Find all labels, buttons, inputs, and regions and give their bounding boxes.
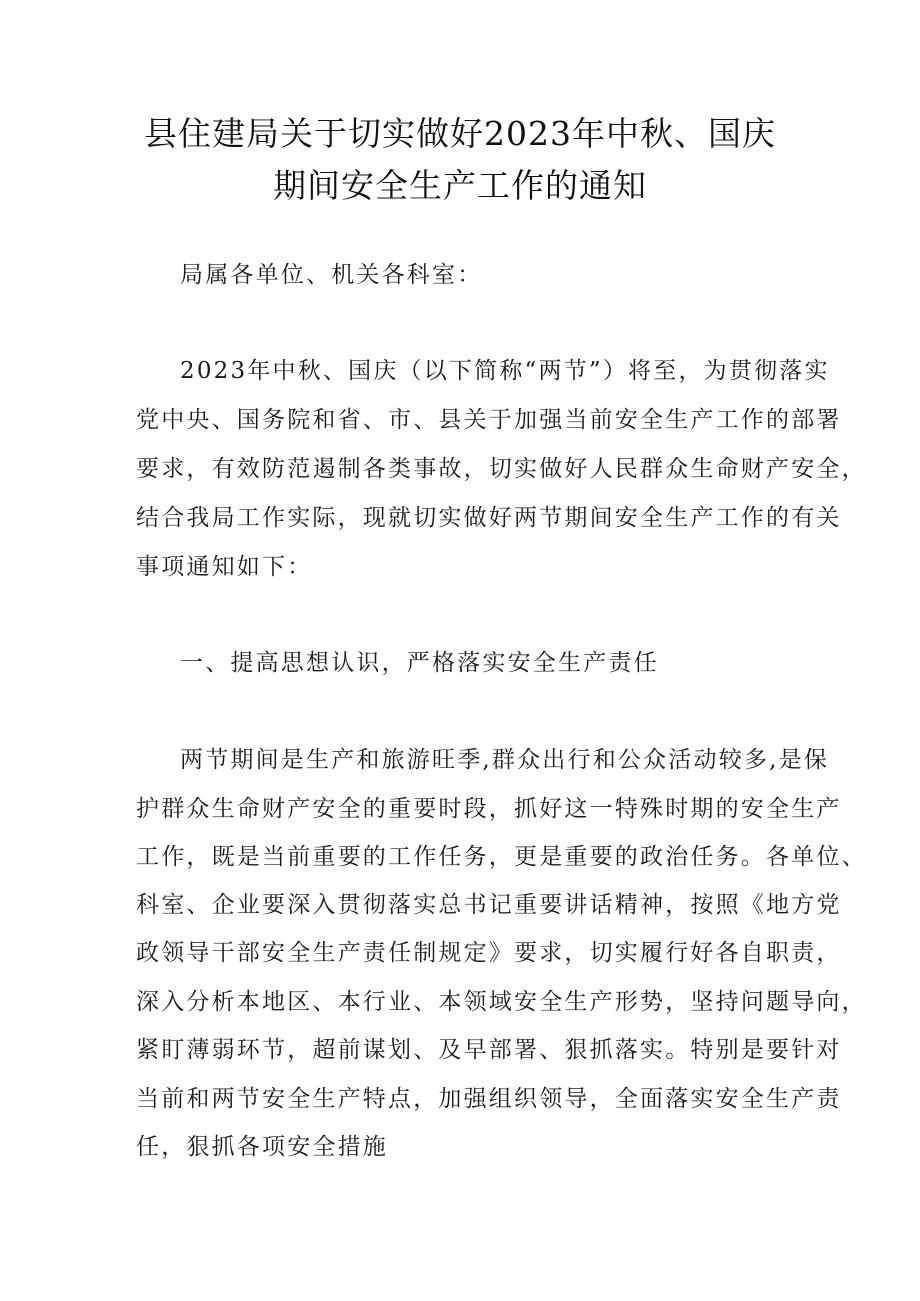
paragraph-2-line-8: 当前和两节安全生产特点，加强组织领导，全面落实安全生产责 bbox=[136, 1086, 842, 1112]
salutation: 局属各单位、机关各科室： bbox=[180, 262, 483, 288]
paragraph-1-line-4: 结合我局工作实际，现就切实做好两节期间安全生产工作的有关 bbox=[136, 505, 842, 531]
paragraph-2-line-7: 紧盯薄弱环节，超前谋划、及早部署、狠抓落实。特别是要针对 bbox=[136, 1037, 842, 1063]
paragraph-2-line-4: 科室、企业要深入贯彻落实总书记重要讲话精神，按照《地方党 bbox=[136, 892, 842, 918]
paragraph-2-line-5: 政领导干部安全生产责任制规定》要求，切实履行好各自职责， bbox=[136, 940, 842, 966]
paragraph-2-line-9: 任，狠抓各项安全措施 bbox=[136, 1134, 388, 1160]
paragraph-2-line-6: 深入分析本地区、本行业、本领域安全生产形势，坚持问题导向， bbox=[136, 989, 867, 1015]
section-1-heading: 一、提高思想认识，严格落实安全生产责任 bbox=[180, 650, 659, 676]
document-title-line-2: 期间安全生产工作的通知 bbox=[273, 166, 647, 205]
paragraph-2-line-3: 工作，既是当前重要的工作任务，更是重要的政治任务。各单位、 bbox=[136, 844, 867, 870]
paragraph-1-line-3: 要求，有效防范遏制各类事故，切实做好人民群众生命财产安全， bbox=[136, 456, 867, 482]
paragraph-1-line-2: 党中央、国务院和省、市、县关于加强当前安全生产工作的部署 bbox=[136, 407, 842, 433]
paragraph-1-line-1: 2023年中秋、国庆（以下简称“两节”）将至，为贯彻落实 bbox=[180, 358, 830, 384]
paragraph-2-line-2: 护群众生命财产安全的重要时段，抓好这一特殊时期的安全生产 bbox=[136, 796, 842, 822]
document-title-line-1: 县住建局关于切实做好2023年中秋、国庆 bbox=[144, 114, 776, 153]
paragraph-1-line-5: 事项通知如下： bbox=[136, 554, 313, 580]
paragraph-2-line-1: 两节期间是生产和旅游旺季,群众出行和公众活动较多,是保 bbox=[180, 747, 830, 773]
